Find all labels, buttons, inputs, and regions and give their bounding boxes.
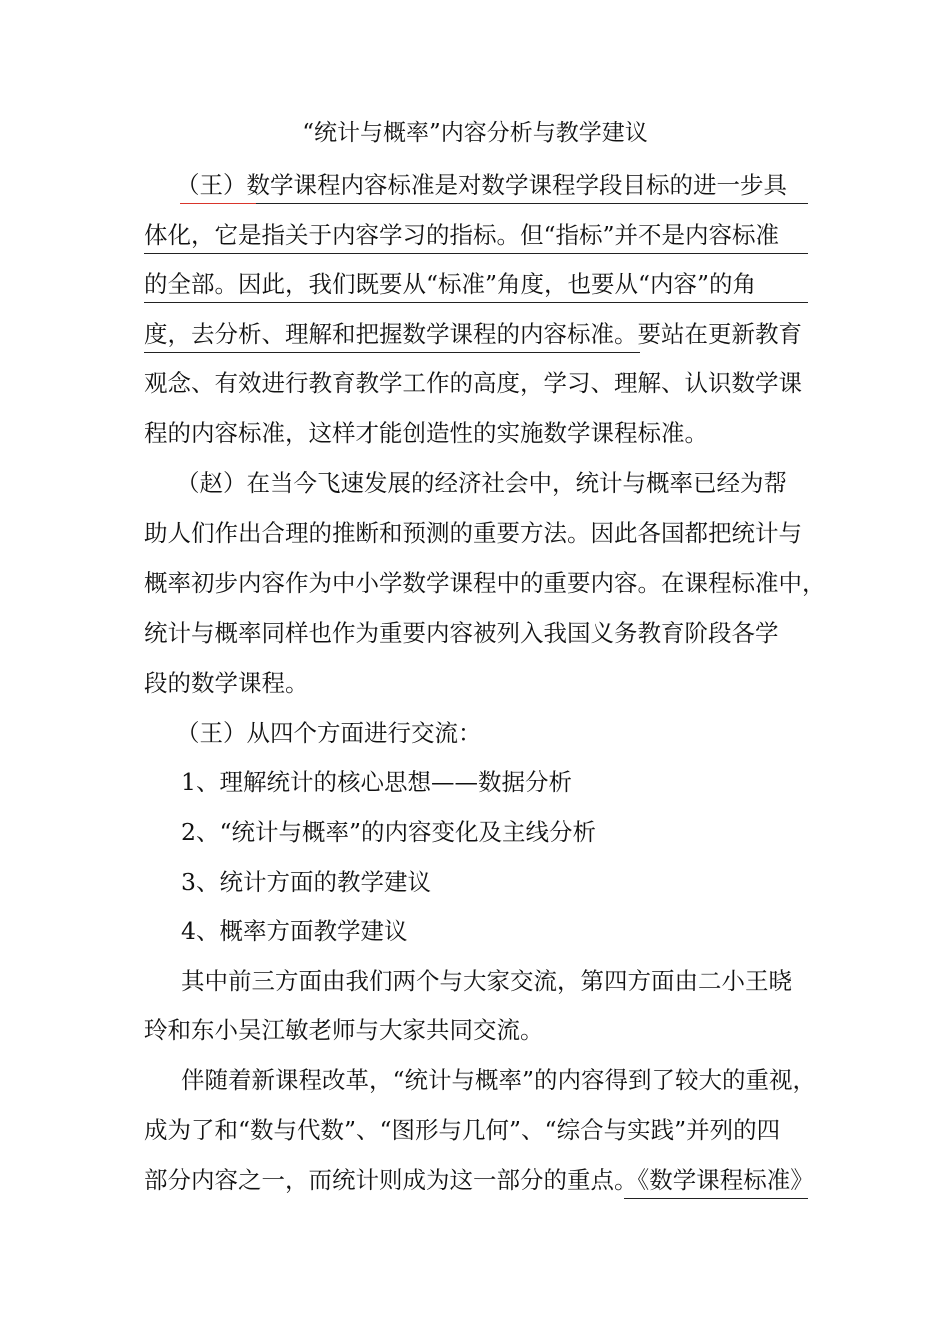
paragraph-line: 伴随着新课程改革，“统计与概率”的内容得到了较大的重视， xyxy=(181,1066,817,1094)
paragraph-line: 体化，它是指关于内容学习的指标。但“指标”并不是内容标准 xyxy=(144,221,780,249)
spellcheck-underline xyxy=(180,203,256,204)
paragraph-line: 概率初步内容作为中小学数学课程中的重要内容。在课程标准中， xyxy=(144,569,826,597)
paragraph-line: 部分内容之一，而统计则成为这一部分的重点。《数学课程标准》 xyxy=(144,1166,814,1194)
list-item: 2、“统计与概率”的内容变化及主线分析 xyxy=(181,818,596,846)
paragraph-line: 玲和东小吴江敏老师与大家共同交流。 xyxy=(144,1016,544,1044)
paragraph-line: （王）数学课程内容标准是对数学课程学段目标的进一步具 xyxy=(176,171,787,199)
paragraph-line: （王）从四个方面进行交流： xyxy=(176,719,482,747)
paragraph-line: 程的内容标准，这样才能创造性的实施数学课程标准。 xyxy=(144,419,708,447)
list-item: 1、理解统计的核心思想——数据分析 xyxy=(181,768,572,796)
paragraph-line: 的全部。因此，我们既要从“标准”角度，也要从“内容”的角 xyxy=(144,270,757,298)
text-underline xyxy=(256,203,808,204)
document-title: “统计与概率”内容分析与教学建议 xyxy=(302,120,648,146)
paragraph-line: 段的数学课程。 xyxy=(144,669,309,697)
text-underline xyxy=(144,302,808,303)
paragraph-line: 助人们作出合理的推断和预测的重要方法。因此各国都把统计与 xyxy=(144,519,802,547)
list-item: 3、统计方面的教学建议 xyxy=(181,868,431,896)
paragraph-line: 成为了和“数与代数”、“图形与几何”、“综合与实践”并列的四 xyxy=(144,1116,781,1144)
list-item: 4、概率方面教学建议 xyxy=(181,917,408,945)
paragraph-line: 观念、有效进行教育教学工作的高度，学习、理解、认识数学课 xyxy=(144,369,802,397)
paragraph-line: 度，去分析、理解和把握数学课程的内容标准。要站在更新教育 xyxy=(144,320,802,348)
text-underline xyxy=(144,253,808,254)
paragraph-line: 统计与概率同样也作为重要内容被列入我国义务教育阶段各学 xyxy=(144,619,779,647)
paragraph-line: 其中前三方面由我们两个与大家交流，第四方面由二小王晓 xyxy=(181,967,792,995)
text-underline xyxy=(624,1198,808,1199)
text-underline xyxy=(144,352,640,353)
paragraph-line: （赵）在当今飞速发展的经济社会中，统计与概率已经为帮 xyxy=(176,469,787,497)
